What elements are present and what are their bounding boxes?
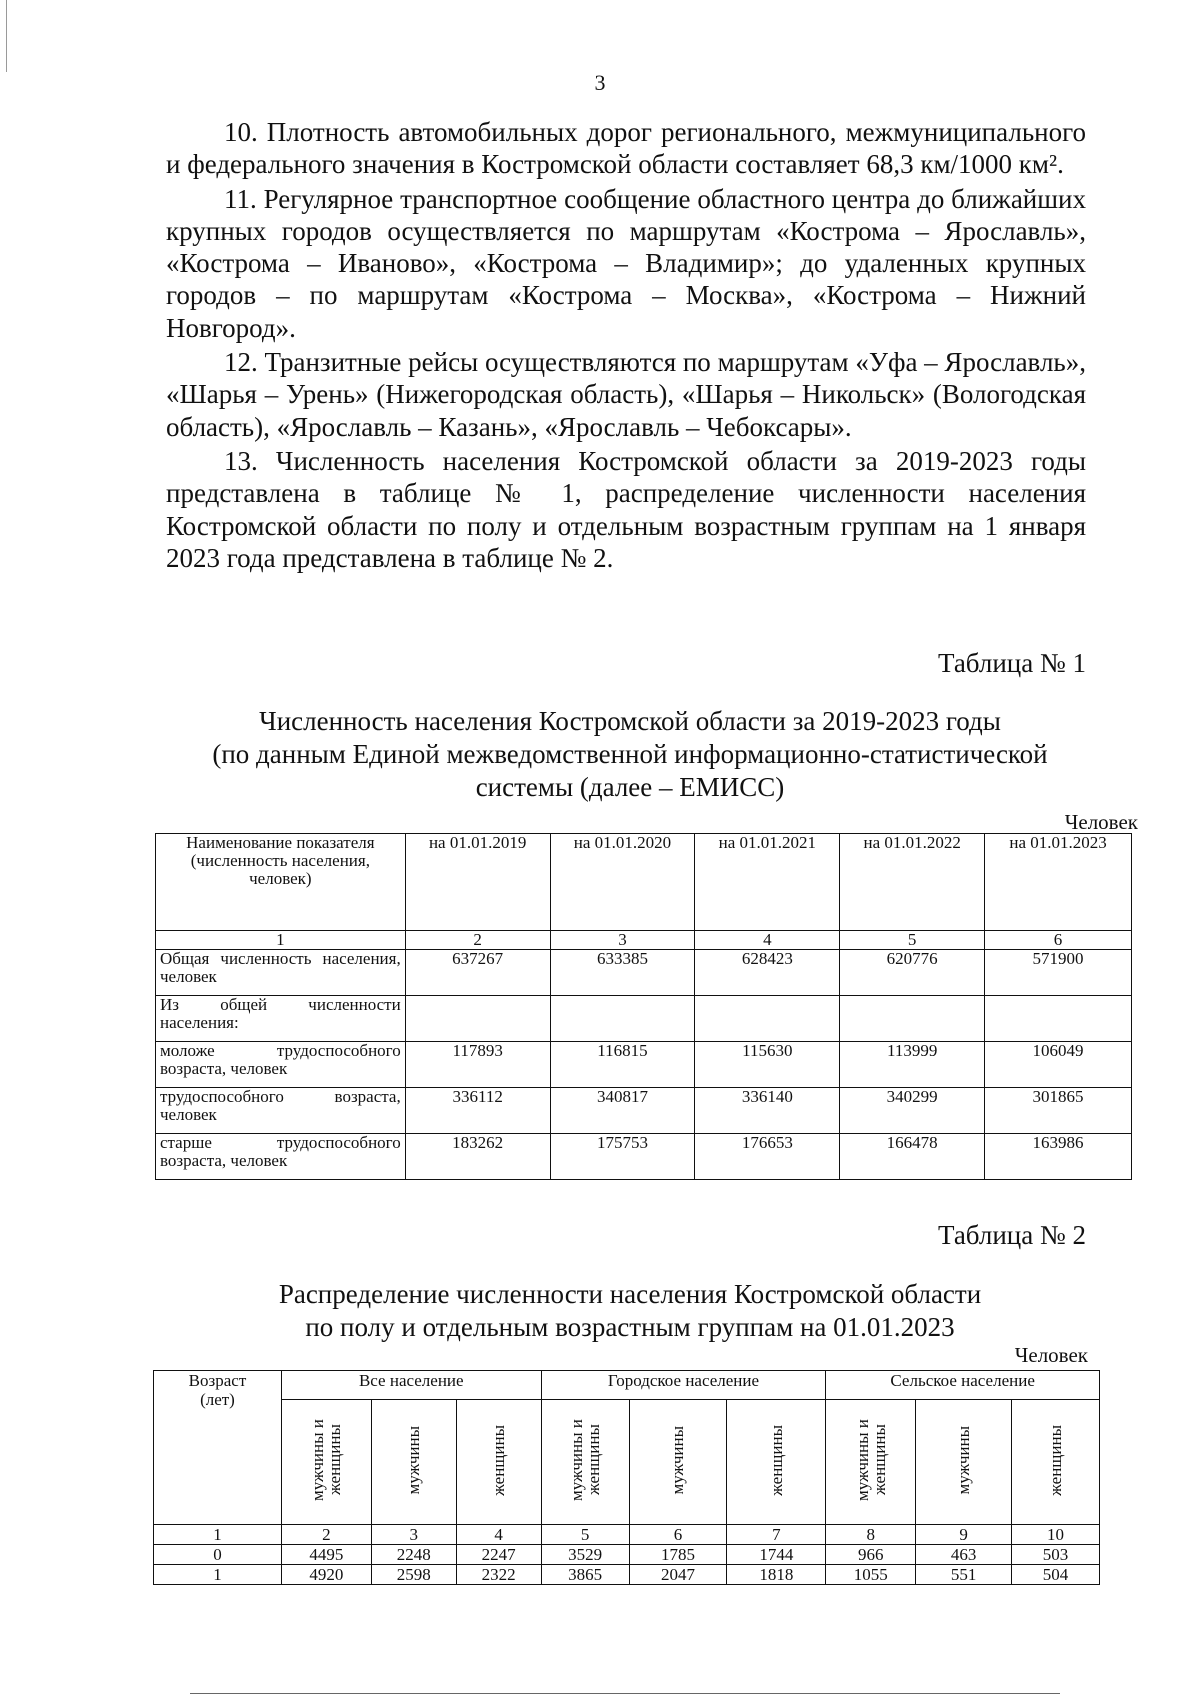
subheader-text: мужчины и женщины [567, 1419, 604, 1501]
bottom-divider [190, 1693, 1060, 1694]
row-label: Общая численность населения, человек [156, 950, 406, 996]
table-cell: 3529 [541, 1545, 629, 1565]
table-cell: 966 [826, 1545, 916, 1565]
table1-title-line1: Численность населения Костромской области за 2019-2023 годы [259, 706, 1001, 736]
scan-margin-line [6, 0, 7, 72]
table2-col-number: 8 [826, 1525, 916, 1545]
table2-col-number: 2 [281, 1525, 371, 1545]
table-cell: 4920 [281, 1565, 371, 1585]
table1-col-number: 5 [840, 931, 985, 950]
table-row [156, 1088, 1132, 1134]
subheader-cell [727, 1400, 826, 1525]
paragraph-13: 13. Численность населения Костромской области за 2019-2023 годы представлена в таблице № 1, распределение численности населения Костромской области по полу и отдельным возрастным группам на 1 января 2023 года представлена в таблице № 2. [166, 445, 1086, 573]
table-cell: 163986 [985, 1134, 1132, 1180]
table2-title [120, 1278, 1140, 1344]
table1-label: Таблица № 1 [938, 648, 1086, 678]
subheader-cell [1012, 1400, 1100, 1525]
table2-col-number: 9 [916, 1525, 1012, 1545]
table-row [154, 1565, 1100, 1585]
table-cell: 106049 [985, 1042, 1132, 1088]
subheader-cell [371, 1400, 456, 1525]
table-cell: 115630 [695, 1042, 840, 1088]
table-cell: 3865 [541, 1565, 629, 1585]
table1-col-number: 3 [550, 931, 695, 950]
table-cell: 1785 [629, 1545, 727, 1565]
subheader-text: мужчины и женщины [308, 1419, 345, 1501]
table-cell: 2247 [456, 1545, 541, 1565]
table-cell [840, 996, 985, 1042]
table-row [156, 950, 1132, 996]
table2-unit: Человек [1014, 1343, 1088, 1367]
body-text [166, 116, 1086, 574]
table1-title-line3: системы (далее – ЕМИСС) [475, 772, 785, 802]
table-cell: 637267 [405, 950, 550, 996]
table-cell: 504 [1012, 1565, 1100, 1585]
table-cell: 463 [916, 1545, 1012, 1565]
table2-col-number: 10 [1012, 1525, 1100, 1545]
table2-col-number: 7 [727, 1525, 826, 1545]
group-header-all: Все население [281, 1371, 541, 1400]
subheader-text: женщины [1046, 1424, 1066, 1496]
subheader-text: мужчины [404, 1425, 424, 1495]
table-cell: 117893 [405, 1042, 550, 1088]
table1-header-cell: на 01.01.2019 [405, 834, 550, 931]
table-cell: 2047 [629, 1565, 727, 1585]
table-cell: 620776 [840, 950, 985, 996]
paragraph-11: 11. Регулярное транспортное сообщение областного центра до ближайших крупных городов осуществляется по маршрутам «Кострома – Ярославль», «Кострома – Иваново», «Кострома – Владимир»; до удаленных крупных городов – по маршрутам «Кострома – Москва», «Кострома – Нижний Новгород». [166, 183, 1086, 343]
paragraph-10: 10. Плотность автомобильных дорог регионального, межмуниципального и федерального значения в Костромской области составляет 68,3 км/1000 км². [166, 117, 1086, 180]
age-sex-table [153, 1370, 1100, 1585]
table2-label: Таблица № 2 [938, 1220, 1086, 1250]
table1-header-cell: на 01.01.2022 [840, 834, 985, 931]
table-cell: 1 [154, 1565, 282, 1585]
table-cell: 166478 [840, 1134, 985, 1180]
table-cell: 571900 [985, 950, 1132, 996]
subheader-cell [456, 1400, 541, 1525]
table-cell [985, 996, 1132, 1042]
table-cell: 336112 [405, 1088, 550, 1134]
table-cell: 2598 [371, 1565, 456, 1585]
group-header-urban: Городское население [541, 1371, 826, 1400]
table1-header-cell: Наименование показателя (численность населения, человек) [156, 834, 406, 931]
table-row [154, 1545, 1100, 1565]
table-cell: 4495 [281, 1545, 371, 1565]
paragraph-12: 12. Транзитные рейсы осуществляются по маршрутам «Уфа – Ярославль», «Шарья – Урень» (Нижегородская область), «Шарья – Никольск» (Вологодская область), «Ярославль – Казань», «Ярославль – Чебоксары». [166, 347, 1086, 442]
table1-col-number: 4 [695, 931, 840, 950]
table-cell: 176653 [695, 1134, 840, 1180]
table1-title [120, 705, 1140, 804]
table1-title-line2: (по данным Единой межведомственной информационно-статистической [212, 739, 1048, 769]
group-header-rural: Сельское население [826, 1371, 1100, 1400]
table2-group-row [154, 1371, 1100, 1400]
subheader-cell [916, 1400, 1012, 1525]
table-cell: 551 [916, 1565, 1012, 1585]
subheader-text: женщины [489, 1424, 509, 1496]
table-row [156, 996, 1132, 1042]
page-number: 3 [594, 70, 606, 95]
table-cell: 1744 [727, 1545, 826, 1565]
table1-unit: Человек [1064, 810, 1138, 834]
table-cell: 175753 [550, 1134, 695, 1180]
subheader-text: мужчины [668, 1425, 688, 1495]
table-cell: 116815 [550, 1042, 695, 1088]
table-cell: 1818 [727, 1565, 826, 1585]
table-cell: 183262 [405, 1134, 550, 1180]
table2-title-line1: Распределение численности населения Костромской области [278, 1279, 982, 1309]
table2-col-number: 3 [371, 1525, 456, 1545]
table2-col-number: 5 [541, 1525, 629, 1545]
table-cell: 2322 [456, 1565, 541, 1585]
table1-col-number: 2 [405, 931, 550, 950]
age-header: Возраст (лет) [154, 1371, 282, 1525]
table-cell: 633385 [550, 950, 695, 996]
population-table [155, 833, 1132, 1180]
table-cell [695, 996, 840, 1042]
row-label: старше трудоспособного возраста, человек [156, 1134, 406, 1180]
table-cell: 340817 [550, 1088, 695, 1134]
table2-subheader-row [154, 1400, 1100, 1525]
row-label: трудоспособного возраста, человек [156, 1088, 406, 1134]
row-label: моложе трудоспособного возраста, человек [156, 1042, 406, 1088]
table-cell: 0 [154, 1545, 282, 1565]
table-cell: 1055 [826, 1565, 916, 1585]
table-cell: 2248 [371, 1545, 456, 1565]
table-cell: 340299 [840, 1088, 985, 1134]
table-cell: 113999 [840, 1042, 985, 1088]
table-cell: 503 [1012, 1545, 1100, 1565]
table-cell [405, 996, 550, 1042]
table1-col-number: 1 [156, 931, 406, 950]
table2-col-number: 4 [456, 1525, 541, 1545]
table1-number-row [156, 931, 1132, 950]
table2-col-number: 1 [154, 1525, 282, 1545]
subheader-text: женщины [766, 1424, 786, 1496]
subheader-text: мужчины и женщины [852, 1419, 889, 1501]
table1-header-cell: на 01.01.2021 [695, 834, 840, 931]
subheader-text: мужчины [954, 1425, 974, 1495]
table1-header-row [156, 834, 1132, 931]
table-cell: 336140 [695, 1088, 840, 1134]
subheader-cell [826, 1400, 916, 1525]
table2-number-row [154, 1525, 1100, 1545]
table1-header-cell: на 01.01.2023 [985, 834, 1132, 931]
table-cell [550, 996, 695, 1042]
table1-header-cell: на 01.01.2020 [550, 834, 695, 931]
table-cell: 628423 [695, 950, 840, 996]
table2-col-number: 6 [629, 1525, 727, 1545]
table-row [156, 1042, 1132, 1088]
table2-title-line2: по полу и отдельным возрастным группам на 01.01.2023 [305, 1312, 955, 1342]
row-label: Из общей численности населения: [156, 996, 406, 1042]
subheader-cell [629, 1400, 727, 1525]
subheader-cell [281, 1400, 371, 1525]
table-cell: 301865 [985, 1088, 1132, 1134]
table1-col-number: 6 [985, 931, 1132, 950]
subheader-cell [541, 1400, 629, 1525]
table-row [156, 1134, 1132, 1180]
